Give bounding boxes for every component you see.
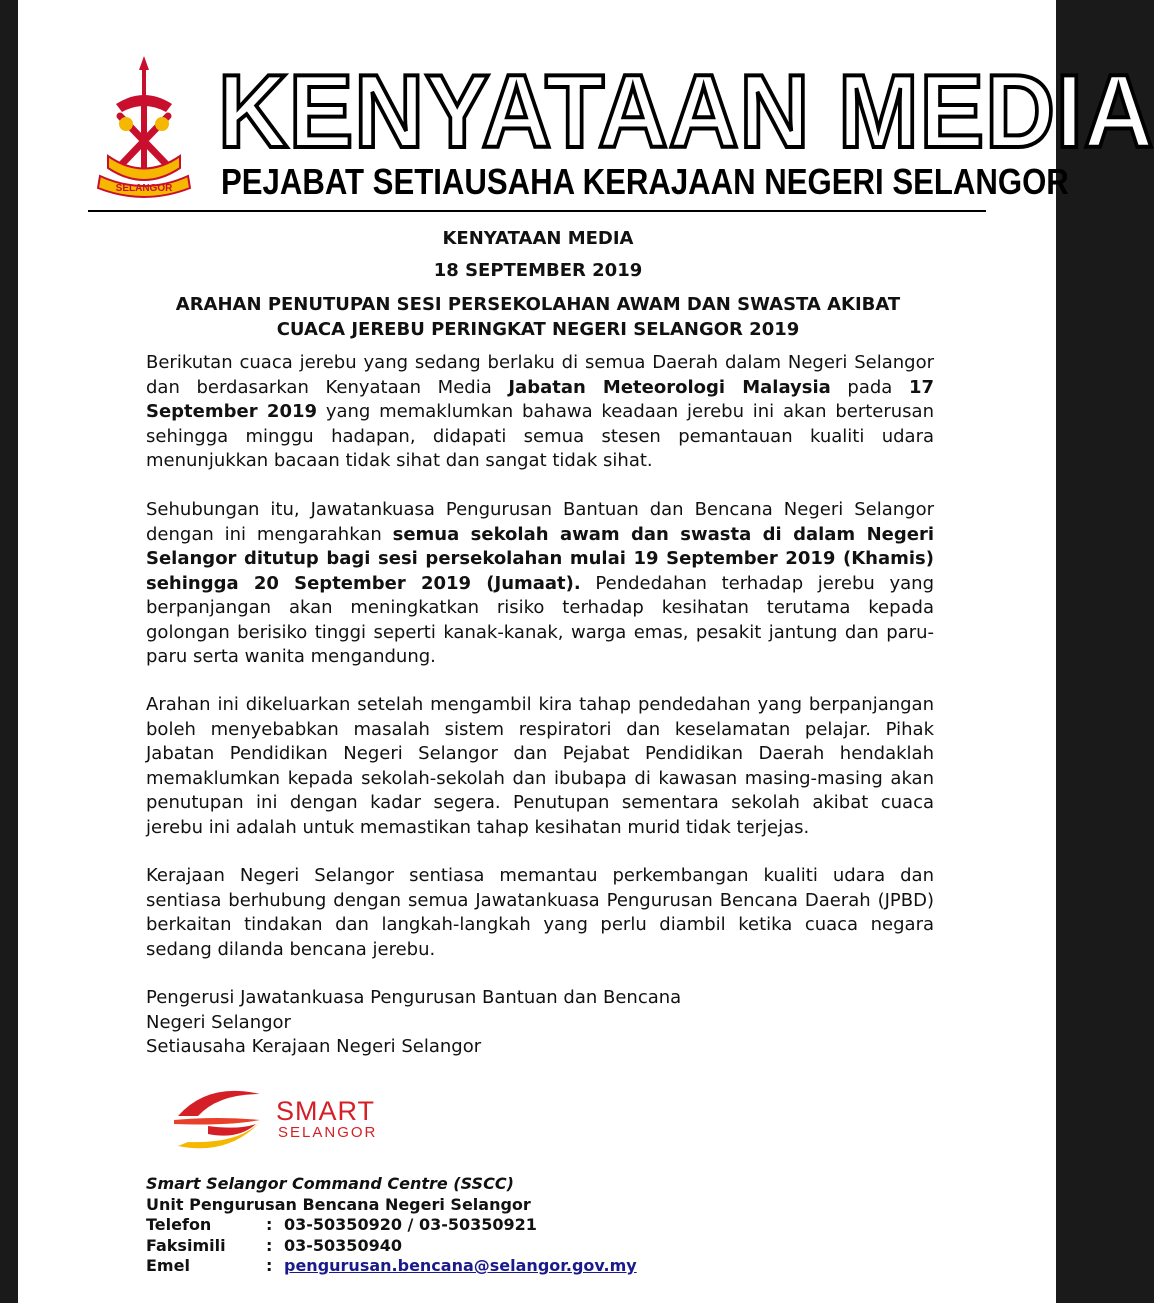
- paragraph-2: [146, 498, 934, 670]
- para1-text-c: yang memaklumkan bahawa keadaan jerebu ini akan berterusan sehingga minggu hadapan, didapati semua stesen pemantauan kualiti udara menunjukkan bacaan tidak sihat dan sangat tidak sihat.: [146, 401, 934, 471]
- banner-title: KENYATAAN MEDIA: [218, 54, 1154, 170]
- signature-line-1: Pengerusi Jawatankuasa Pengurusan Bantuan dan Bencana: [146, 987, 682, 1008]
- banner-subtitle: PEJABAT SETIAUSAHA KERAJAAN NEGERI SELANGOR: [221, 161, 1069, 202]
- footer-fax-row: [146, 1236, 637, 1257]
- logo-word-smart: SMART: [276, 1096, 376, 1126]
- para2-text-b: Pendedahan terhadap jerebu yang berpanjangan akan meningkatkan risiko terhadap kesihatan terutama kepada golongan berisiko tinggi seperti kanak-kanak, warga emas, pesakit jantung dan paru-paru serta wanita mengandung.: [146, 572, 934, 667]
- crest-scroll-text: SELANGOR: [115, 183, 173, 194]
- statement-date: 18 SEPTEMBER 2019: [433, 260, 643, 281]
- contact-footer: [146, 1174, 637, 1277]
- footer-centre: Smart Selangor Command Centre (SSCC): [146, 1174, 514, 1193]
- paragraph-1: [146, 351, 934, 474]
- footer-unit: Unit Pengurusan Bencana Negeri Selangor: [146, 1194, 531, 1214]
- para2-bold-directive: semua sekolah awam dan swasta di dalam Negeri Selangor ditutup bagi sesi persekolahan mulai 19 September 2019 (Khamis) sehingga 20 September 2019 (Jumaat).: [146, 523, 934, 594]
- para2-text-a: Sehubungan itu, Jawatankuasa Pengurusan Bantuan dan Bencana Negeri Selangor dengan ini mengarahkan: [146, 499, 934, 545]
- paragraph-4: Kerajaan Negeri Selangor sentiasa memantau perkembangan kualiti udara dan sentiasa berhubung dengan semua Jawatankuasa Pengurusan Bencana Daerah (JPBD) berkaitan tindakan dan langkah-langkah yang perlu diambil ketika cuaca negara sedang dilanda bencana jerebu.: [146, 865, 934, 960]
- logo-word-selangor: SELANGOR: [278, 1124, 378, 1141]
- statement-title-line1: ARAHAN PENUTUPAN SESI PERSEKOLAHAN AWAM DAN SWASTA AKIBAT: [175, 294, 901, 315]
- para1-bold-date: 17 September 2019: [146, 376, 934, 422]
- para1-bold-agency: Jabatan Meteorologi Malaysia: [508, 376, 831, 398]
- statement-title-line2: CUACA JEREBU PERINGKAT NEGERI SELANGOR 2019: [276, 319, 800, 340]
- signature-line-3: Setiausaha Kerajaan Negeri Selangor: [146, 1036, 482, 1057]
- email-label: Emel: [146, 1256, 190, 1275]
- footer-email-row: [146, 1256, 637, 1277]
- footer-phone-row: [146, 1215, 637, 1236]
- header-divider: [88, 210, 986, 212]
- statement-title: [58, 292, 1018, 342]
- document-page: [18, 0, 1154, 1303]
- para1-text-a: Berikutan cuaca jerebu yang sedang berlaku di semua Daerah dalam Negeri Selangor dan berdasarkan Kenyataan Media: [146, 352, 934, 398]
- email-link[interactable]: pengurusan.bencana@selangor.gov.my: [284, 1256, 637, 1275]
- fax-label: Faksimili: [146, 1235, 226, 1255]
- smart-selangor-s-icon: [168, 1086, 268, 1152]
- email-colon: :: [266, 1256, 273, 1275]
- signature-line-2: Negeri Selangor: [146, 1011, 291, 1033]
- paragraph-3: Arahan ini dikeluarkan setelah mengambil kira tahap pendedahan yang berpanjangan boleh menyebabkan masalah sistem respiratori dan keselamatan pelajar. Pihak Jabatan Pendidikan Negeri Selangor dan Pejabat Pendidikan Daerah hendaklah memaklumkan kepada sekolah-sekolah dan ibubapa di kawasan masing-masing akan penutupan ini dengan kadar segera. Penutupan sementara sekolah akibat cuaca jerebu ini adalah untuk memastikan tahap kesihatan murid tidak terjejas.: [146, 694, 934, 838]
- phone-label: Telefon: [146, 1215, 212, 1234]
- signature-block: [146, 986, 681, 1060]
- fax-value: 03-50350940: [284, 1235, 402, 1255]
- phone-value: 03-50350920 / 03-50350921: [284, 1215, 537, 1234]
- para1-text-b: pada: [830, 376, 909, 398]
- phone-colon: :: [266, 1215, 273, 1234]
- selangor-crest-logo: [86, 56, 206, 202]
- statement-label: KENYATAAN MEDIA: [442, 228, 634, 249]
- smart-selangor-logo: [168, 1086, 428, 1152]
- fax-colon: :: [266, 1235, 273, 1255]
